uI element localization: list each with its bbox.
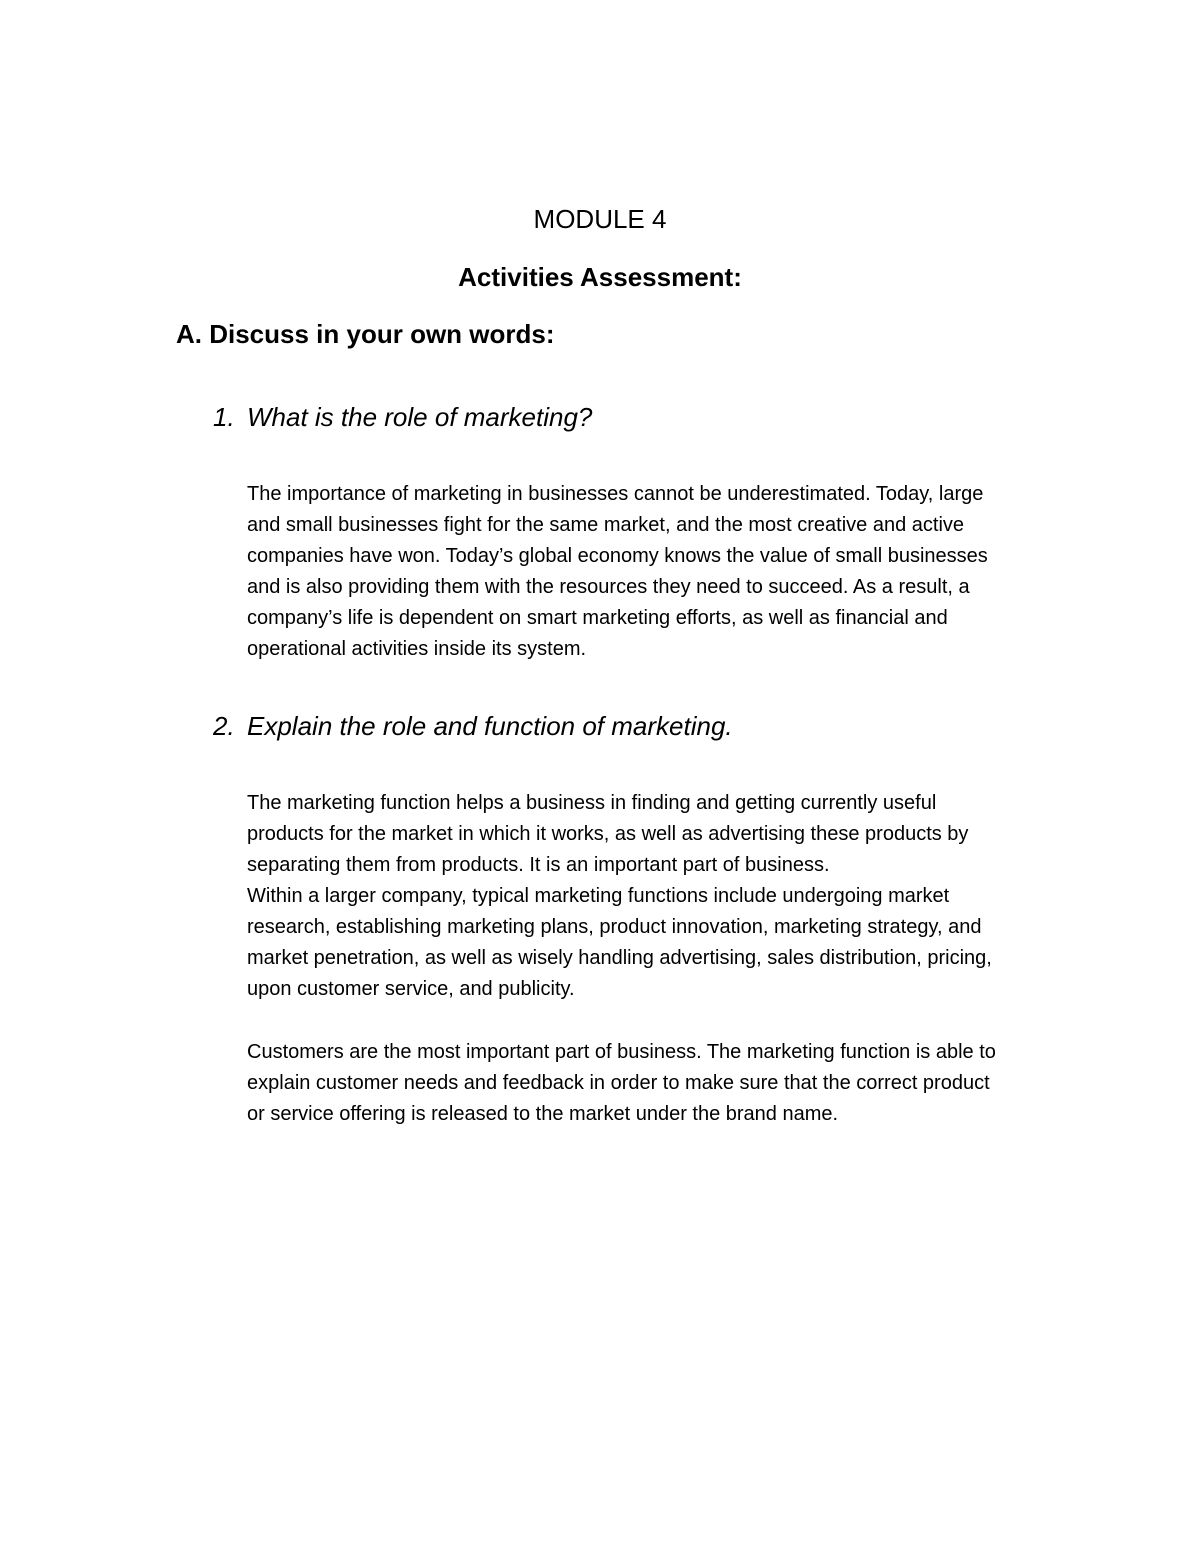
answer-1-line: companies have won. Today’s global economy knows the value of small businesses [247,545,988,567]
answer-2-line: products for the market in which it works, as well as advertising these products by [247,823,969,845]
answer-3-line: explain customer needs and feedback in order to make sure that the correct product [247,1072,990,1094]
question-1 [213,401,592,433]
answer-1-line: operational activities inside its system. [247,638,587,660]
question-1-number: 1. [213,402,235,432]
answer-2-line: market penetration, as well as wisely handling advertising, sales distribution, pricing, [247,947,992,969]
question-2-number: 2. [213,711,235,741]
answer-1-line: and is also providing them with the resources they need to succeed. As a result, a [247,576,970,598]
answer-2-line: research, establishing marketing plans, product innovation, marketing strategy, and [247,916,982,938]
answer-3-line: Customers are the most important part of business. The marketing function is able to [247,1041,996,1063]
answer-1-line: and small businesses fight for the same market, and the most creative and active [247,514,965,536]
answer-2-line: The marketing function helps a business in finding and getting currently useful [247,792,937,814]
answer-2-line: upon customer service, and publicity. [247,978,575,1000]
question-1-text: What is the role of marketing? [247,402,593,432]
question-2 [213,710,733,742]
answer-2-line: Within a larger company, typical marketing functions include undergoing market [247,885,950,907]
section-a-heading: A. Discuss in your own words: [176,319,555,349]
answer-2-paragraph [247,788,1077,1005]
answer-1-paragraph [247,479,1077,665]
activities-title: Activities Assessment: [458,262,742,292]
answer-1-line: The importance of marketing in businesses cannot be underestimated. Today, large [247,483,984,505]
question-2-text: Explain the role and function of marketing. [247,711,733,741]
answer-1-line: company’s life is dependent on smart marketing efforts, as well as financial and [247,607,948,629]
answer-2-line: separating them from products. It is an important part of business. [247,854,830,876]
answer-3-line: or service offering is released to the market under the brand name. [247,1103,839,1125]
module-title: MODULE 4 [533,204,667,234]
answer-3-paragraph [247,1037,1077,1130]
